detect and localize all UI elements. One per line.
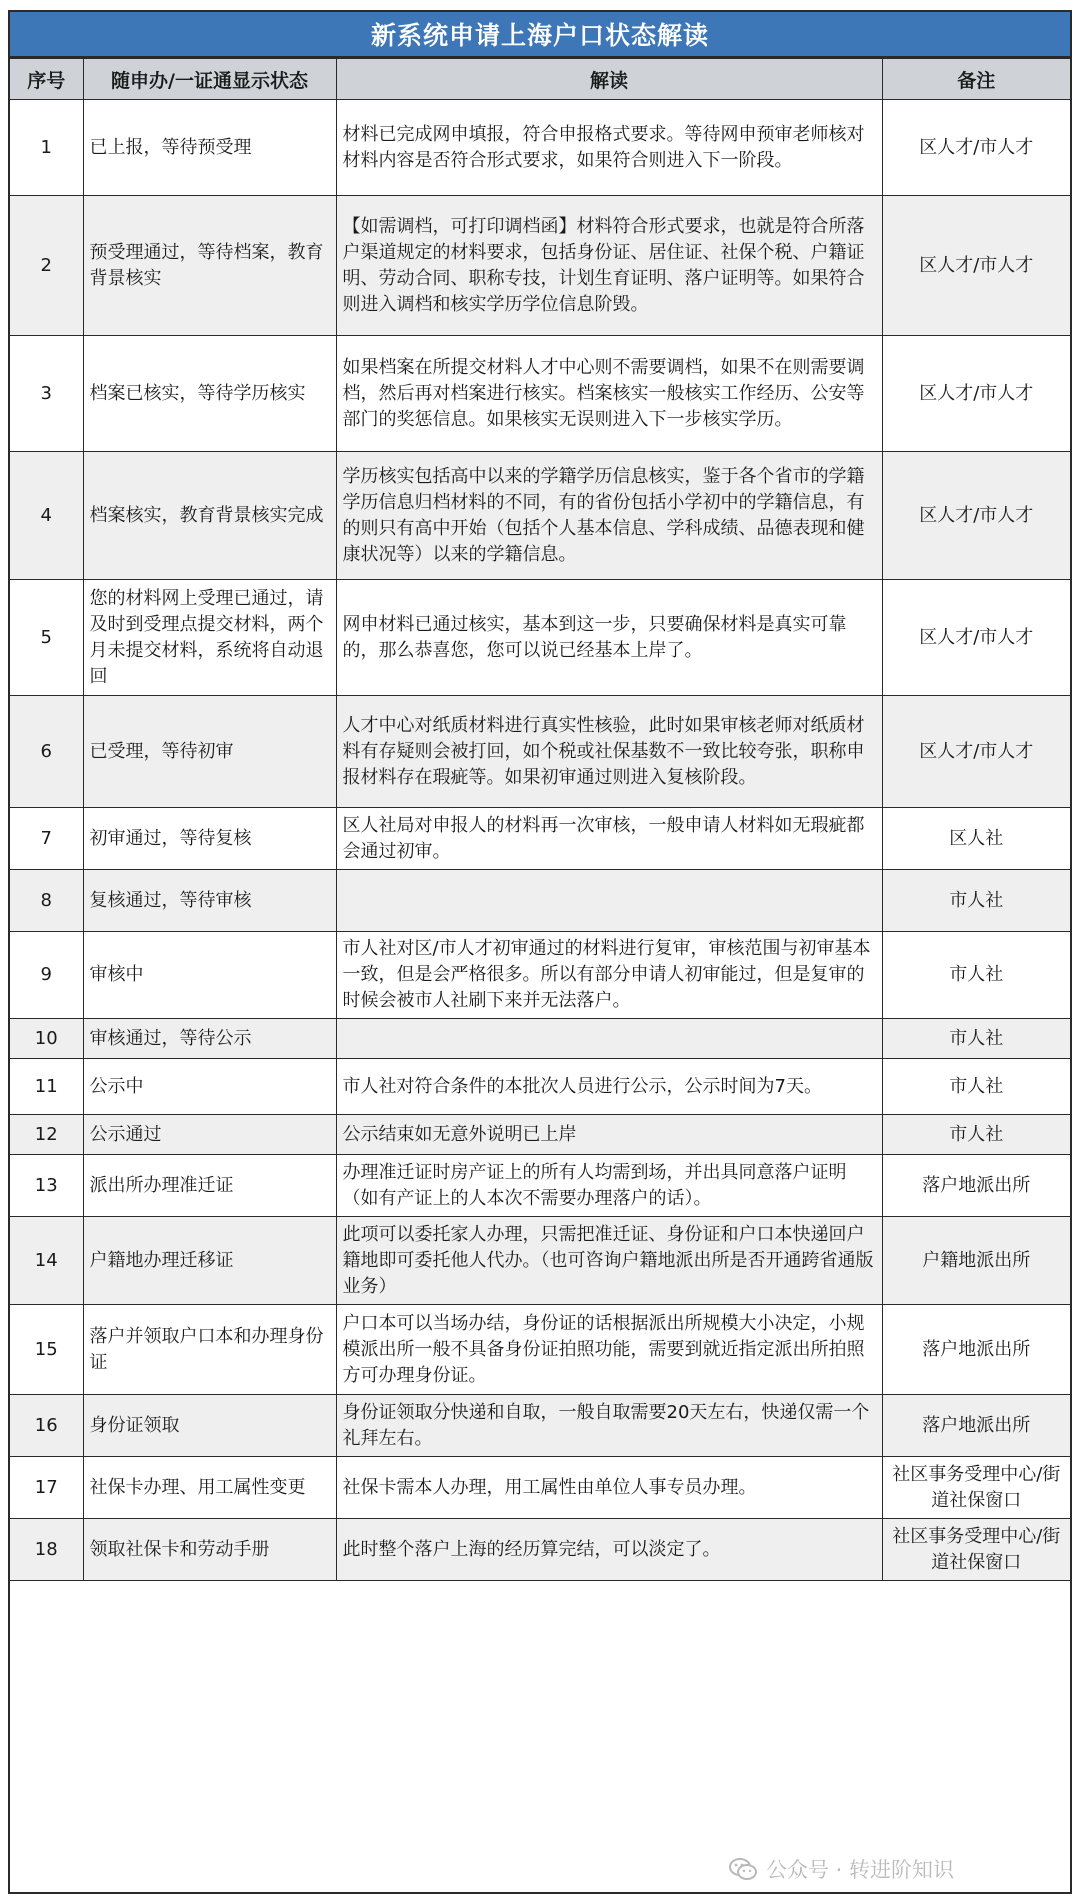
- table-row: [10, 1019, 1070, 1059]
- header-row: [10, 59, 1070, 100]
- row-number: 15: [10, 1305, 83, 1395]
- table-row: [10, 1059, 1070, 1115]
- header-no: 序号: [10, 59, 83, 100]
- row-number: 12: [10, 1115, 83, 1155]
- row-note: 户籍地派出所: [882, 1217, 1070, 1305]
- row-note: 区人才/市人才: [882, 452, 1070, 580]
- row-note: 落户地派出所: [882, 1305, 1070, 1395]
- row-status: 领取社保卡和劳动手册: [83, 1519, 336, 1581]
- table-row: [10, 1217, 1070, 1305]
- table-row: [10, 580, 1070, 696]
- row-number: 14: [10, 1217, 83, 1305]
- row-status: 档案核实，教育背景核实完成: [83, 452, 336, 580]
- row-description: 人才中心对纸质材料进行真实性核验，此时如果审核老师对纸质材料有存疑则会被打回，如个税或社保基数不一致比较夸张，职称申报材料存在瑕疵等。如果初审通过则进入复核阶段。: [336, 696, 882, 808]
- header-desc: 解读: [336, 59, 882, 100]
- table-row: [10, 1395, 1070, 1457]
- row-description: [336, 870, 882, 932]
- row-number: 10: [10, 1019, 83, 1059]
- table-row: [10, 808, 1070, 870]
- row-number: 8: [10, 870, 83, 932]
- row-note: 市人社: [882, 870, 1070, 932]
- header-status: 随申办/一证通显示状态: [83, 59, 336, 100]
- row-number: 5: [10, 580, 83, 696]
- table-row: [10, 870, 1070, 932]
- row-note: 市人社: [882, 932, 1070, 1019]
- row-status: 派出所办理准迁证: [83, 1155, 336, 1217]
- row-status: 社保卡办理、用工属性变更: [83, 1457, 336, 1519]
- row-status: 审核通过，等待公示: [83, 1019, 336, 1059]
- row-description: 办理准迁证时房产证上的所有人均需到场，并出具同意落户证明（如有产证上的人本次不需要办理落户的话）。: [336, 1155, 882, 1217]
- row-description: 如果档案在所提交材料人才中心则不需要调档，如果不在则需要调档，然后再对档案进行核实。档案核实一般核实工作经历、公安等部门的奖惩信息。如果核实无误则进入下一步核实学历。: [336, 336, 882, 452]
- row-status: 档案已核实，等待学历核实: [83, 336, 336, 452]
- table-row: [10, 696, 1070, 808]
- row-description: 学历核实包括高中以来的学籍学历信息核实，鉴于各个省市的学籍学历信息归档材料的不同，有的省份包括小学初中的学籍信息，有的则只有高中开始（包括个人基本信息、学科成绩、品德表现和健康状况等）以来的学籍信息。: [336, 452, 882, 580]
- row-status: 公示通过: [83, 1115, 336, 1155]
- row-number: 2: [10, 196, 83, 336]
- table-body: [10, 100, 1070, 1581]
- row-note: 市人社: [882, 1059, 1070, 1115]
- row-number: 13: [10, 1155, 83, 1217]
- row-number: 1: [10, 100, 83, 196]
- table-row: [10, 336, 1070, 452]
- row-description: [336, 1019, 882, 1059]
- row-description: 公示结束如无意外说明已上岸: [336, 1115, 882, 1155]
- row-description: 户口本可以当场办结，身份证的话根据派出所规模大小决定，小规模派出所一般不具备身份证拍照功能，需要到就近指定派出所拍照方可办理身份证。: [336, 1305, 882, 1395]
- row-note: 区人才/市人才: [882, 336, 1070, 452]
- row-description: 社保卡需本人办理，用工属性由单位人事专员办理。: [336, 1457, 882, 1519]
- status-table-frame: [8, 10, 1072, 1894]
- row-description: 身份证领取分快递和自取，一般自取需要20天左右，快递仅需一个礼拜左右。: [336, 1395, 882, 1457]
- table-row: [10, 932, 1070, 1019]
- row-number: 9: [10, 932, 83, 1019]
- table-row: [10, 1305, 1070, 1395]
- row-number: 16: [10, 1395, 83, 1457]
- row-number: 4: [10, 452, 83, 580]
- row-status: 审核中: [83, 932, 336, 1019]
- row-status: 初审通过，等待复核: [83, 808, 336, 870]
- row-description: 市人社对符合条件的本批次人员进行公示，公示时间为7天。: [336, 1059, 882, 1115]
- row-note: 区人社: [882, 808, 1070, 870]
- status-table: [10, 58, 1070, 1581]
- table-row: [10, 1115, 1070, 1155]
- row-number: 18: [10, 1519, 83, 1581]
- row-description: 区人社局对申报人的材料再一次审核，一般申请人材料如无瑕疵都会通过初审。: [336, 808, 882, 870]
- row-note: 落户地派出所: [882, 1155, 1070, 1217]
- header-note: 备注: [882, 59, 1070, 100]
- row-note: 区人才/市人才: [882, 696, 1070, 808]
- row-status: 已上报，等待预受理: [83, 100, 336, 196]
- row-number: 3: [10, 336, 83, 452]
- row-number: 6: [10, 696, 83, 808]
- table-row: [10, 196, 1070, 336]
- row-note: 社区事务受理中心/街道社保窗口: [882, 1457, 1070, 1519]
- row-status: 身份证领取: [83, 1395, 336, 1457]
- row-description: 材料已完成网申填报，符合申报格式要求。等待网申预审老师核对材料内容是否符合形式要求，如果符合则进入下一阶段。: [336, 100, 882, 196]
- row-note: 区人才/市人才: [882, 100, 1070, 196]
- row-status: 复核通过，等待审核: [83, 870, 336, 932]
- row-status: 您的材料网上受理已通过，请及时到受理点提交材料，两个月未提交材料，系统将自动退回: [83, 580, 336, 696]
- table-row: [10, 100, 1070, 196]
- row-number: 11: [10, 1059, 83, 1115]
- row-note: 区人才/市人才: [882, 196, 1070, 336]
- row-description: 此项可以委托家人办理，只需把准迁证、身份证和户口本快递回户籍地即可委托他人代办。（也可咨询户籍地派出所是否开通跨省通版业务）: [336, 1217, 882, 1305]
- row-note: 市人社: [882, 1019, 1070, 1059]
- row-status: 已受理，等待初审: [83, 696, 336, 808]
- table-row: [10, 1155, 1070, 1217]
- watermark-text: 公众号 · 转进阶知识: [766, 1858, 955, 1882]
- row-note: 社区事务受理中心/街道社保窗口: [882, 1519, 1070, 1581]
- row-note: 落户地派出所: [882, 1395, 1070, 1457]
- row-status: 落户并领取户口本和办理身份证: [83, 1305, 336, 1395]
- row-description: 网申材料已通过核实，基本到这一步，只要确保材料是真实可靠的，那么恭喜您，您可以说已经基本上岸了。: [336, 580, 882, 696]
- row-description: 市人社对区/市人才初审通过的材料进行复审，审核范围与初审基本一致，但是会严格很多。所以有部分申请人初审能过，但是复审的时候会被市人社刷下来并无法落户。: [336, 932, 882, 1019]
- table-title: 新系统申请上海户口状态解读: [10, 12, 1070, 58]
- row-number: 7: [10, 808, 83, 870]
- row-description: 此时整个落户上海的经历算完结，可以淡定了。: [336, 1519, 882, 1581]
- row-description: 【如需调档，可打印调档函】材料符合形式要求，也就是符合所落户渠道规定的材料要求，包括身份证、居住证、社保个税、户籍证明、劳动合同、职称专技，计划生育证明、落户证明等。如果符合则进入调档和核实学历学位信息阶毁。: [336, 196, 882, 336]
- row-status: 预受理通过，等待档案，教育背景核实: [83, 196, 336, 336]
- row-status: 户籍地办理迁移证: [83, 1217, 336, 1305]
- table-row: [10, 452, 1070, 580]
- table-row: [10, 1519, 1070, 1581]
- table-row: [10, 1457, 1070, 1519]
- row-note: 区人才/市人才: [882, 580, 1070, 696]
- row-number: 17: [10, 1457, 83, 1519]
- row-status: 公示中: [83, 1059, 336, 1115]
- row-note: 市人社: [882, 1115, 1070, 1155]
